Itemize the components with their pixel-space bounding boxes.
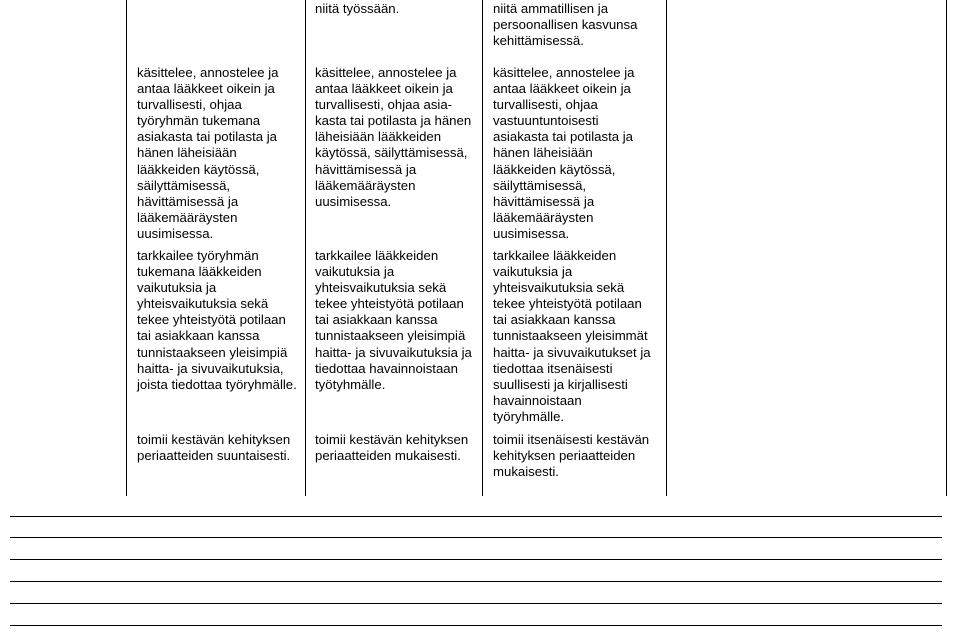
cell-r3-col3: toimii itsenäisesti kestävän kehityksen periaatteiden mukaisesti. xyxy=(493,432,650,480)
table-border-col2 xyxy=(305,0,306,496)
table-border-col3 xyxy=(482,0,483,496)
writing-line xyxy=(10,581,942,582)
writing-line xyxy=(10,559,942,560)
cell-r2-col3: tarkkailee lääkkeiden vaikutuksia ja yhteisvaikutuksia sekä tekee yhteistyötä potilaan tai asiakkaan kanssa tunnistaakseen yleisimmät haitta- ja sivuvaikutukset ja tiedottaa itsenäisesti suullisesti ja kirjallisesti havainnoistaan työryhmälle. xyxy=(493,248,651,424)
top-cell-col2: niitä työssään. xyxy=(315,1,400,16)
cell-r3-col2: toimii kestävän kehityksen periaatteiden mukaisesti. xyxy=(315,432,469,464)
table-border-left xyxy=(126,0,127,496)
table-border-right xyxy=(946,0,947,496)
table-border-col4 xyxy=(666,0,667,496)
cell-r3-col1: toimii kestävän kehityksen periaatteiden suuntaisesti. xyxy=(137,432,291,464)
writing-line xyxy=(10,603,942,604)
cell-r1-col1: käsittelee, annostelee ja antaa lääkkeet oikein ja turvallisesti, ohjaa työryhmän tukemana asiakasta tai potilasta ja hänen läheisiään lääkkeiden käytössä, säilyttämisessä, hävittämisessä ja lääkemääräysten uusimisessa. xyxy=(137,65,279,241)
cell-r1-col2: käsittelee, annostelee ja antaa lääkkeet oikein ja turvallisesti, ohjaa asia- kasta tai potilasta ja hänen läheisiään lääkkeiden käytössä, säilyttämisessä, hävittämisessä ja lääkemääräysten uusimisessa. xyxy=(315,65,472,209)
writing-line xyxy=(10,516,942,517)
cell-r2-col1: tarkkailee työryhmän tukemana lääkkeiden vaikutuksia ja yhteisvaikutuksia sekä tekee yhteistyötä potilaan tai asiakkaan kanssa tunnistaakseen yleisimpiä haitta- ja sivuvaikutuksia, joista tiedottaa työryhmälle. xyxy=(137,248,297,392)
writing-line xyxy=(10,537,942,538)
cell-r2-col2: tarkkailee lääkkeiden vaikutuksia ja yhteisvaikutuksia sekä tekee yhteistyötä potilaan tai asiakkaan kanssa tunnistaakseen yleisimpiä haitta- ja sivuvaikutuksia ja tiedottaa havainnoistaan työtyhmälle. xyxy=(315,248,472,392)
cell-r1-col3: käsittelee, annostelee ja antaa lääkkeet oikein ja turvallisesti, ohjaa vastuuntuntoisesti asiakasta tai potilasta ja hänen läheisiään lääkkeiden käytössä, säilyttämisessä, hävittämisessä ja lääkemääräysten uusimisessa. xyxy=(493,65,635,241)
writing-line xyxy=(10,625,942,626)
top-cell-col3: niitä ammatillisen ja persoonallisen kasvunsa kehittämisessä. xyxy=(493,1,638,49)
